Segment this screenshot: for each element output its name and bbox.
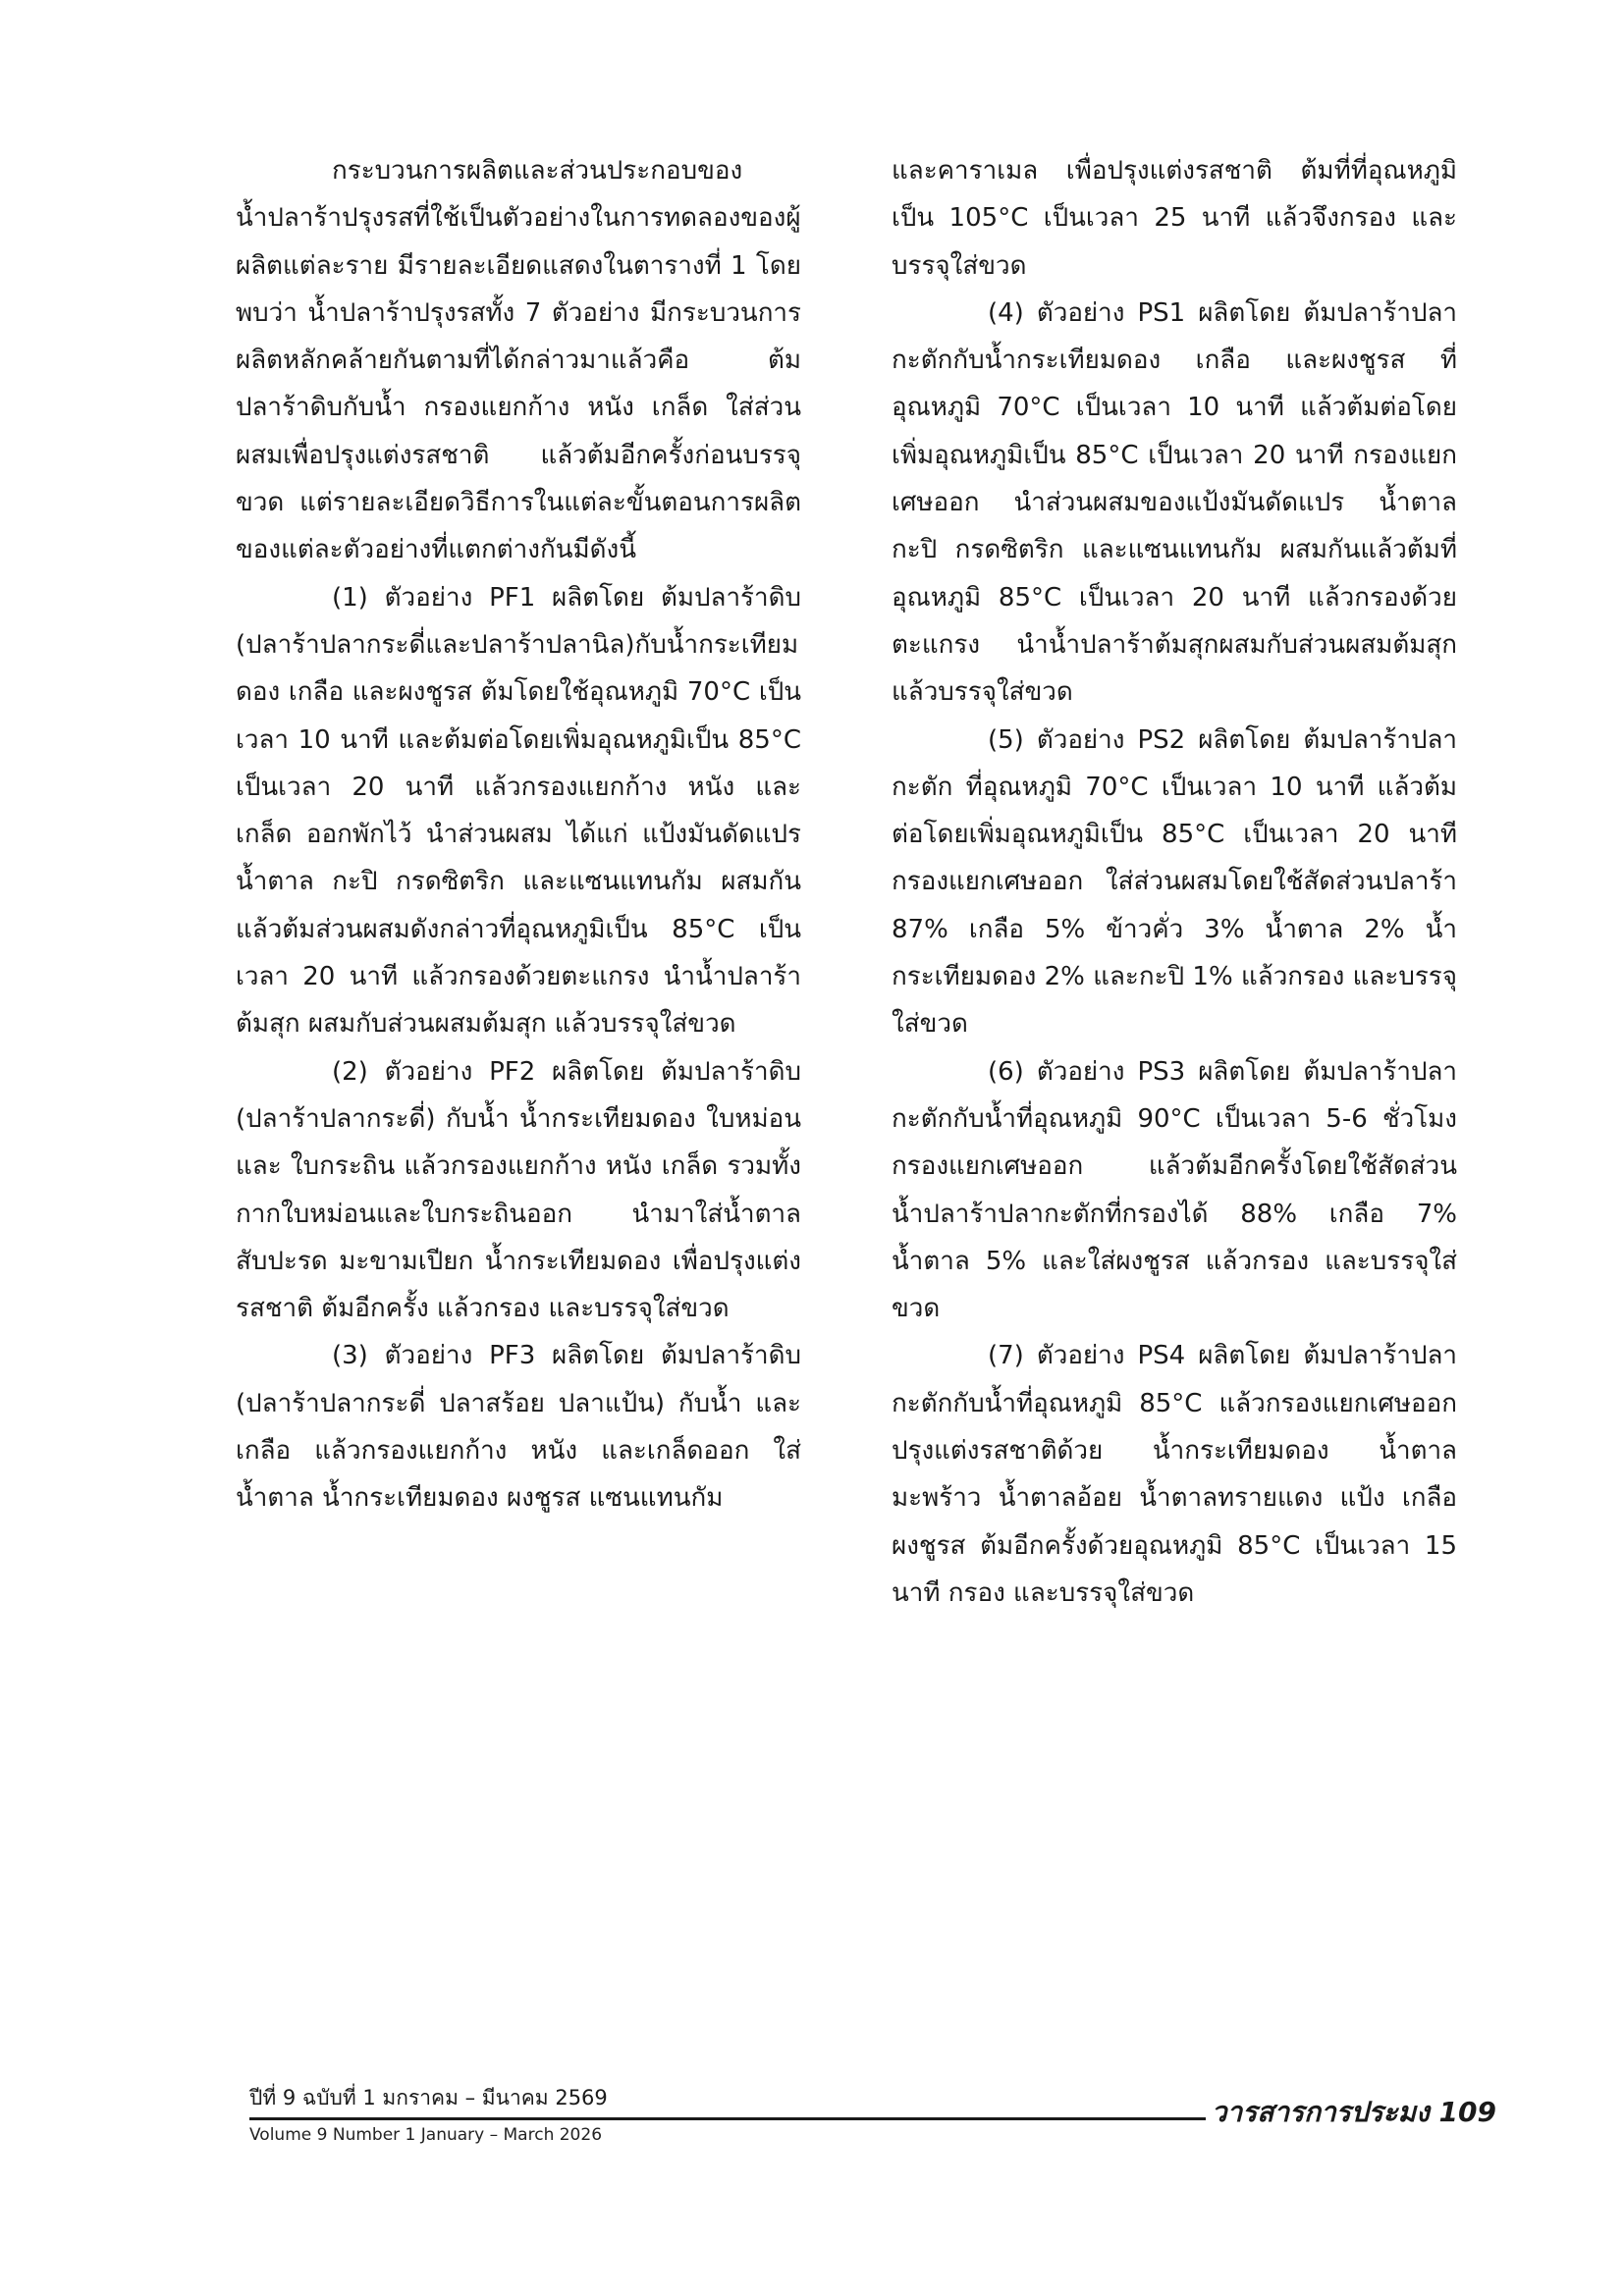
body-paragraph: (2) ตัวอย่าง PF2 ผลิตโดย ต้มปลาร้าดิบ (ปลาร้าปลากระดี่) กับน้ำ น้ำกระเทียมดอง ใบหม่อน และ ใบกระถิน แล้วกรองแยกก้าง หนัง เกล็ด รวมทั้งกากใบหม่อนและใบกระถินออก นำมาใส่น้ำตาล สับปะรด มะขามเปียก น้ำกระเทียมดอง เพื่อปรุงแต่งรสชาติ ต้มอีกครั้ง แล้วกรอง และบรรจุใส่ขวด (236, 1056, 801, 1324)
body-paragraph: (3) ตัวอย่าง PF3 ผลิตโดย ต้มปลาร้าดิบ (ปลาร้าปลากระดี่ ปลาสร้อย ปลาแป้น) กับน้ำ และเกลือ แล้วกรองแยกก้าง หนัง และเกล็ดออก ใส่น้ำตาล น้ำกระเทียมดอง ผงชูรส แซนแทนกัม (236, 1341, 801, 1514)
footer-journal-page-number: วารสารการประมง 109 (1206, 2095, 1496, 2130)
page-footer (249, 2085, 1496, 2154)
right-column (892, 147, 1457, 1617)
body-paragraph: (1) ตัวอย่าง PF1 ผลิตโดย ต้มปลาร้าดิบ (ปลาร้าปลากระดี่และปลาร้าปลานิล)กับน้ำกระเทียมดอง เกลือ และผงชูรส ต้มโดยใช้อุณหภูมิ 70°C เป็นเวลา 10 นาที และต้มต่อโดยเพิ่มอุณหภูมิเป็น 85°C เป็นเวลา 20 นาที แล้วกรองแยกก้าง หนัง และ เกล็ด ออกพักไว้ นำส่วนผสม ได้แก่ แป้งมันดัดแปร น้ำตาล กะปิ กรดซิตริก และแซนแทนกัม ผสมกัน แล้วต้มส่วนผสมดังกล่าวที่อุณหภูมิเป็น 85°C เป็นเวลา 20 นาที แล้วกรองด้วยตะแกรง นำน้ำปลาร้าต้มสุก ผสมกับส่วนผสมต้มสุก แล้วบรรจุใส่ขวด (236, 582, 801, 1040)
body-paragraph: กระบวนการผลิตและส่วนประกอบของน้ำปลาร้าปรุงรสที่ใช้เป็นตัวอย่างในการทดลองของผู้ผลิตแต่ละราย มีรายละเอียดแสดงในตารางที่ 1 โดยพบว่า น้ำปลาร้าปรุงรสทั้ง 7 ตัวอย่าง มีกระบวนการผลิตหลักคล้ายกันตามที่ได้กล่าวมาแล้วคือ ต้มปลาร้าดิบกับน้ำ กรองแยกก้าง หนัง เกล็ด ใส่ส่วนผสมเพื่อปรุงแต่งรสชาติ แล้วต้มอีกครั้งก่อนบรรจุขวด แต่รายละเอียดวิธีการในแต่ละขั้นตอนการผลิตของแต่ละตัวอย่างที่แตกต่างกันมีดังนี้ (236, 156, 801, 565)
continued-paragraph: และคาราเมล เพื่อปรุงแต่งรสชาติ ต้มที่ที่อุณหภูมิเป็น 105°C เป็นเวลา 25 นาที แล้วจึงกรอง และบรรจุใส่ขวด (892, 156, 1457, 281)
body-paragraph: (4) ตัวอย่าง PS1 ผลิตโดย ต้มปลาร้าปลากะตักกับน้ำกระเทียมดอง เกลือ และผงชูรส ที่อุณหภูมิ 70°C เป็นเวลา 10 นาที แล้วต้มต่อโดยเพิ่มอุณหภูมิเป็น 85°C เป็นเวลา 20 นาที กรองแยกเศษออก นำส่วนผสมของแป้งมันดัดแปร น้ำตาล กะปิ กรดซิตริก และแซนแทนกัม ผสมกันแล้วต้มที่อุณหภูมิ 85°C เป็นเวลา 20 นาที แล้วกรองด้วยตะแกรง นำน้ำปลาร้าต้มสุกผสมกับส่วนผสมต้มสุกแล้วบรรจุใส่ขวด (892, 297, 1457, 708)
body-paragraph: (5) ตัวอย่าง PS2 ผลิตโดย ต้มปลาร้าปลากะตัก ที่อุณหภูมิ 70°C เป็นเวลา 10 นาที แล้วต้มต่อโดยเพิ่มอุณหภูมิเป็น 85°C เป็นเวลา 20 นาที กรองแยกเศษออก ใส่ส่วนผสมโดยใช้สัดส่วนปลาร้า 87% เกลือ 5% ข้าวคั่ว 3% น้ำตาล 2% น้ำกระเทียมดอง 2% และกะปิ 1% แล้วกรอง และบรรจุใส่ขวด (892, 724, 1457, 1040)
left-column (236, 147, 801, 1522)
body-paragraph: (6) ตัวอย่าง PS3 ผลิตโดย ต้มปลาร้าปลากะตักกับน้ำที่อุณหภูมิ 90°C เป็นเวลา 5-6 ชั่วโมง กรองแยกเศษออก แล้วต้มอีกครั้งโดยใช้สัดส่วนน้ำปลาร้าปลากะตักที่กรองได้ 88% เกลือ 7% น้ำตาล 5% และใส่ผงชูรส แล้วกรอง และบรรจุใส่ขวด (892, 1056, 1457, 1324)
footer-divider (249, 2117, 1231, 2120)
footer-issue-thai: ปีที่ 9 ฉบับที่ 1 มกราคม – มีนาคม 2569 (249, 2086, 608, 2109)
footer-issue-english: Volume 9 Number 1 January – March 2026 (249, 2125, 603, 2145)
body-paragraph: (7) ตัวอย่าง PS4 ผลิตโดย ต้มปลาร้าปลากะตักกับน้ำที่อุณหภูมิ 85°C แล้วกรองแยกเศษออก ปรุงแต่งรสชาติด้วย น้ำกระเทียมดอง น้ำตาลมะพร้าว น้ำตาลอ้อย น้ำตาลทรายแดง แป้ง เกลือ ผงชูรส ต้มอีกครั้งด้วยอุณหภูมิ 85°C เป็นเวลา 15 นาที กรอง และบรรจุใส่ขวด (892, 1341, 1457, 1608)
